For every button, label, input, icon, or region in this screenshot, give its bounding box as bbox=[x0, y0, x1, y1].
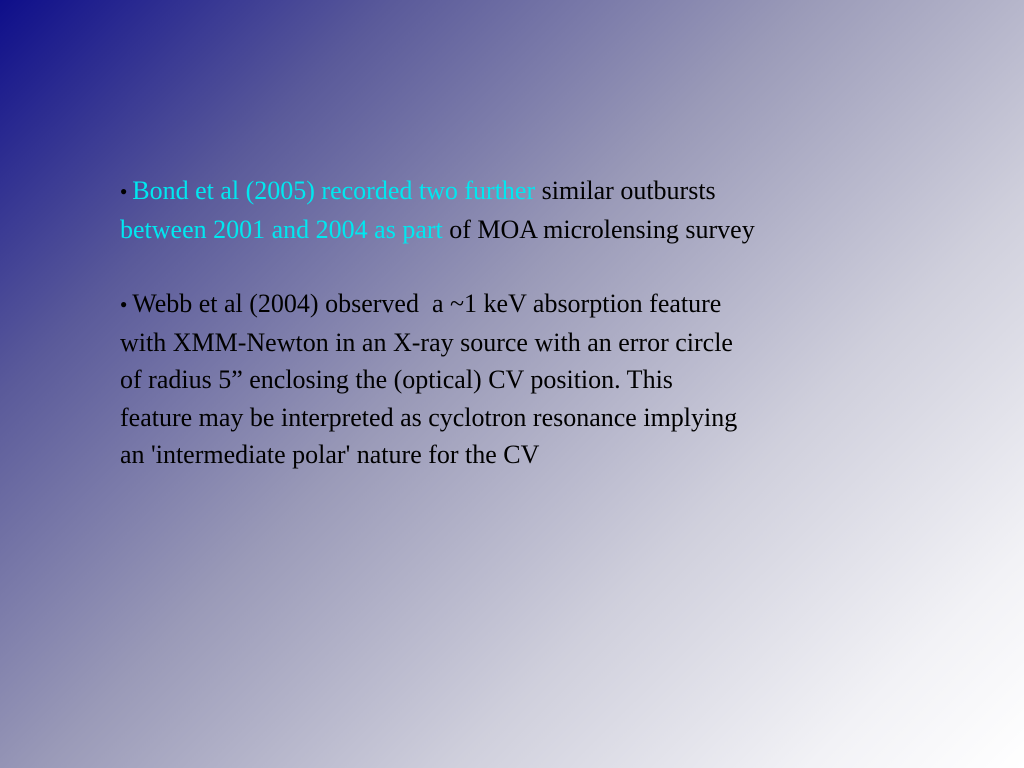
body-text: with XMM-Newton in an X-ray source with an error circle bbox=[120, 327, 733, 357]
bullet-item-webb bbox=[120, 285, 890, 474]
body-text: an 'intermediate polar' nature for the CV bbox=[120, 440, 540, 469]
bullet-icon: ● bbox=[120, 184, 128, 198]
slide-content bbox=[120, 172, 890, 474]
bullet-item-bond bbox=[120, 172, 890, 248]
body-text: similar outbursts bbox=[535, 176, 716, 205]
body-text: feature may be interpreted as cyclotron resonance implying bbox=[120, 402, 738, 432]
highlight-text: Bond et al (2005) recorded two further bbox=[132, 176, 536, 205]
body-text: of radius 5” enclosing the (optical) CV position. This bbox=[120, 365, 673, 394]
bullet-icon: ● bbox=[120, 297, 128, 311]
highlight-text: between 2001 and 2004 as part bbox=[120, 214, 443, 244]
body-text: of MOA microlensing survey bbox=[442, 214, 755, 244]
body-text: Webb et al (2004) observed a ~1 keV absorption feature bbox=[132, 289, 722, 318]
